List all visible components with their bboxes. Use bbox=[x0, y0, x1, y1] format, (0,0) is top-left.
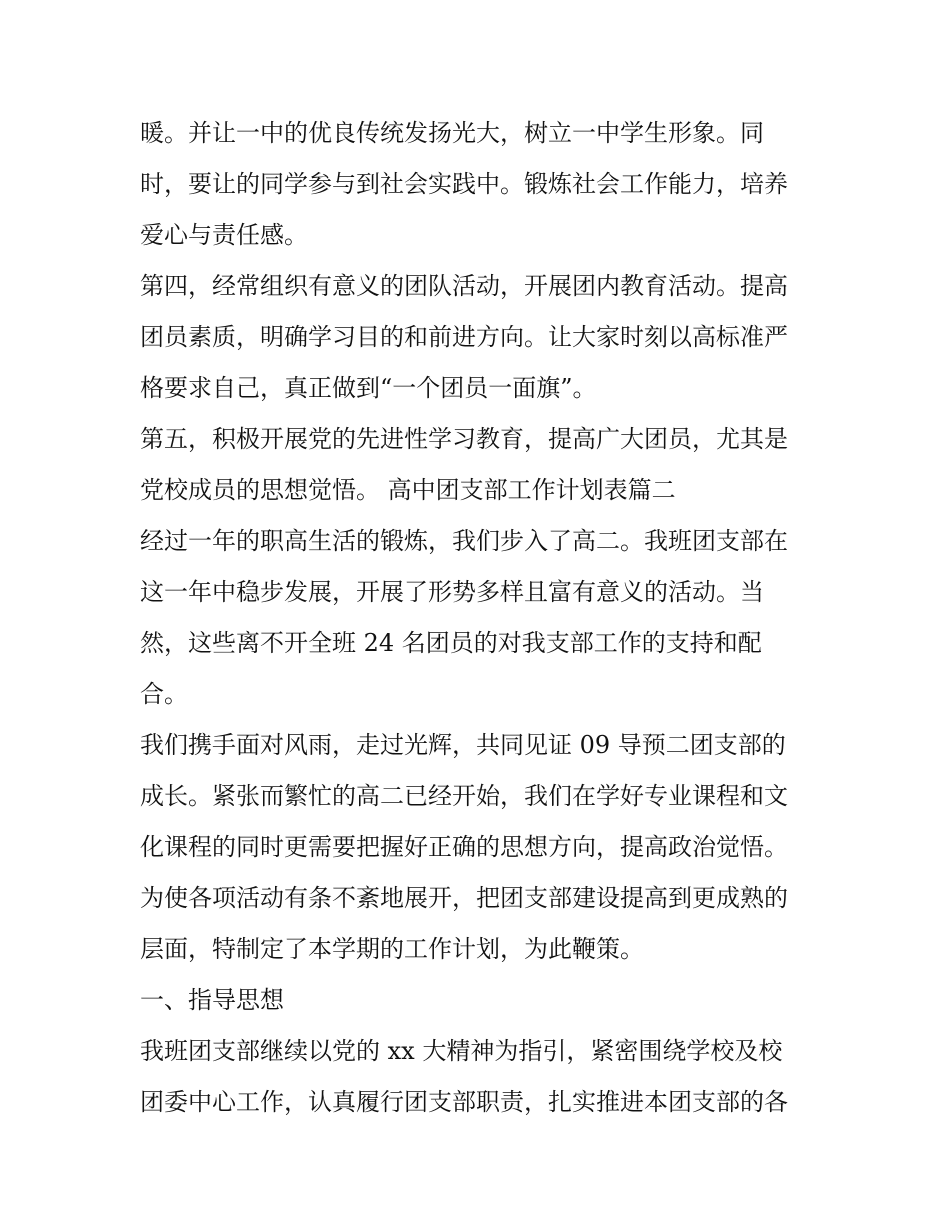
text-line: 层面，特制定了本学期的工作计划，为此鞭策。 bbox=[140, 935, 644, 963]
text-line: 第四，经常组织有意义的团队活动，开展团内教育活动。提高 bbox=[140, 272, 788, 300]
text-line: 暖。并让一中的优良传统发扬光大，树立一中学生形象。同 bbox=[140, 119, 764, 147]
text-line: 团委中心工作，认真履行团支部职责，扎实推进本团支部的各 bbox=[140, 1088, 788, 1116]
paragraph-5 bbox=[140, 720, 830, 975]
paragraph-2 bbox=[140, 261, 830, 414]
section-heading bbox=[140, 975, 830, 1026]
text-line: 成长。紧张而繁忙的高二已经开始，我们在学好专业课程和文 bbox=[140, 782, 788, 810]
text-line: 格要求自己，真正做到“一个团员一面旗”。 bbox=[140, 374, 597, 402]
paragraph-1 bbox=[140, 108, 830, 261]
text-line: 经过一年的职高生活的锻炼，我们步入了高二。我班团支部在 bbox=[140, 527, 788, 555]
text-line: 团员素质，明确学习目的和前进方向。让大家时刻以高标准严 bbox=[140, 323, 788, 351]
paragraph-4 bbox=[140, 516, 830, 720]
text-line: 然，这些离不开全班 24 名团员的对我支部工作的支持和配 bbox=[140, 629, 762, 657]
paragraph-3 bbox=[140, 414, 830, 516]
text-line: 我们携手面对风雨，走过光辉，共同见证 09 导预二团支部的 bbox=[140, 731, 786, 759]
text-line: 化课程的同时更需要把握好正确的思想方向，提高政治觉悟。 bbox=[140, 833, 788, 861]
heading-line: 一、指导思想 bbox=[140, 986, 284, 1014]
text-line: 第五，积极开展党的先进性学习教育，提高广大团员，尤其是 bbox=[140, 425, 788, 453]
text-line: 合。 bbox=[140, 680, 188, 708]
text-line: 时，要让的同学参与到社会实践中。锻炼社会工作能力，培养 bbox=[140, 170, 788, 198]
text-line: 为使各项活动有条不紊地展开，把团支部建设提高到更成熟的 bbox=[140, 884, 788, 912]
document-body bbox=[140, 108, 830, 1128]
text-line: 这一年中稳步发展，开展了形势多样且富有意义的活动。当 bbox=[140, 578, 764, 606]
paragraph-7 bbox=[140, 1026, 830, 1128]
text-line: 爱心与责任感。 bbox=[140, 221, 308, 249]
text-line: 我班团支部继续以党的 xx 大精神为指引，紧密围绕学校及校 bbox=[140, 1037, 783, 1065]
text-line: 党校成员的思想觉悟。 高中团支部工作计划表篇二 bbox=[140, 476, 676, 504]
